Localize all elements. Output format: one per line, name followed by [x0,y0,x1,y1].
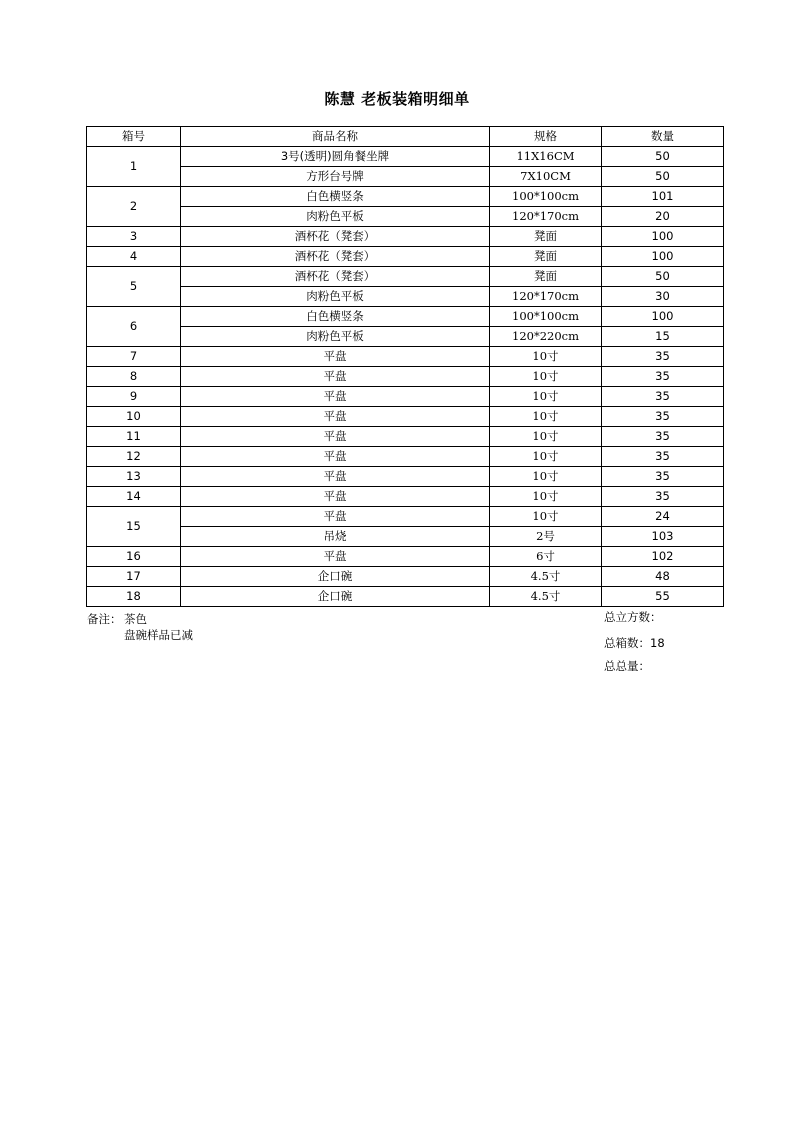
spec-cell: 120*170cm [490,207,602,227]
product-name-cell: 平盘 [181,447,490,467]
document-title: 陈慧 老板装箱明细单 [324,90,470,108]
header-box-number: 箱号 [87,127,181,147]
box-number-cell: 16 [87,547,181,567]
notes-label: 备注： [87,612,122,626]
product-name-cell: 肉粉色平板 [181,207,490,227]
table-row [87,287,724,307]
quantity-cell: 35 [602,367,724,387]
box-number-cell: 15 [87,507,181,547]
summary-total-weight [604,658,650,674]
box-number-cell: 9 [87,387,181,407]
table-row [87,487,724,507]
spec-cell: 10寸 [490,347,602,367]
spec-cell: 10寸 [490,367,602,387]
quantity-cell: 35 [602,387,724,407]
spec-cell: 10寸 [490,467,602,487]
box-number-cell: 17 [87,567,181,587]
quantity-cell: 100 [602,227,724,247]
total-boxes-label: 总箱数： [604,636,650,650]
spec-cell: 4.5寸 [490,587,602,607]
spec-cell: 10寸 [490,427,602,447]
box-number-cell: 18 [87,587,181,607]
spec-cell: 凳面 [490,227,602,247]
packing-list-table [86,126,724,607]
table-row [87,207,724,227]
product-name-cell: 吊烧 [181,527,490,547]
box-number-cell: 2 [87,187,181,227]
spec-cell: 10寸 [490,387,602,407]
product-name-cell: 肉粉色平板 [181,287,490,307]
total-volume-label: 总立方数： [604,610,662,624]
spec-cell: 120*220cm [490,327,602,347]
table-row [87,467,724,487]
spec-cell: 10寸 [490,487,602,507]
box-number-cell: 11 [87,427,181,447]
product-name-cell: 平盘 [181,407,490,427]
quantity-cell: 100 [602,247,724,267]
product-name-cell: 平盘 [181,507,490,527]
product-name-cell: 平盘 [181,467,490,487]
product-name-cell: 白色横竖条 [181,187,490,207]
table-row [87,367,724,387]
table-row [87,347,724,367]
total-weight-label: 总总量： [604,659,650,673]
table-row [87,227,724,247]
table-row [87,247,724,267]
table-row [87,387,724,407]
spec-cell: 10寸 [490,407,602,427]
product-name-cell: 平盘 [181,547,490,567]
box-number-cell: 10 [87,407,181,427]
box-number-cell: 7 [87,347,181,367]
quantity-cell: 50 [602,147,724,167]
product-name-cell: 企口碗 [181,567,490,587]
spec-cell: 凳面 [490,267,602,287]
table-row [87,167,724,187]
box-number-cell: 6 [87,307,181,347]
table-row [87,267,724,287]
quantity-cell: 55 [602,587,724,607]
product-name-cell: 平盘 [181,367,490,387]
spec-cell: 凳面 [490,247,602,267]
quantity-cell: 100 [602,307,724,327]
table-row [87,527,724,547]
table-row [87,147,724,167]
quantity-cell: 35 [602,467,724,487]
quantity-cell: 15 [602,327,724,347]
table-row [87,427,724,447]
spec-cell: 100*100cm [490,307,602,327]
box-number-cell: 3 [87,227,181,247]
product-name-cell: 酒杯花（凳套） [181,227,490,247]
quantity-cell: 35 [602,347,724,367]
quantity-cell: 103 [602,527,724,547]
spec-cell: 6寸 [490,547,602,567]
quantity-cell: 50 [602,267,724,287]
table-row [87,547,724,567]
box-number-cell: 14 [87,487,181,507]
spec-cell: 10寸 [490,447,602,467]
quantity-cell: 24 [602,507,724,527]
header-product-name: 商品名称 [181,127,490,147]
quantity-cell: 20 [602,207,724,227]
quantity-cell: 35 [602,487,724,507]
table-row [87,507,724,527]
header-quantity: 数量 [602,127,724,147]
table-row [87,447,724,467]
summary-total-volume [604,609,662,625]
box-number-cell: 12 [87,447,181,467]
spec-cell: 100*100cm [490,187,602,207]
quantity-cell: 35 [602,407,724,427]
product-name-cell: 企口碗 [181,587,490,607]
header-spec: 规格 [490,127,602,147]
product-name-cell: 酒杯花（凳套） [181,247,490,267]
table-row [87,407,724,427]
product-name-cell: 白色横竖条 [181,307,490,327]
spec-cell: 7X10CM [490,167,602,187]
table-row [87,567,724,587]
table-row [87,187,724,207]
table-row [87,587,724,607]
product-name-cell: 平盘 [181,487,490,507]
table-body [87,147,724,607]
quantity-cell: 102 [602,547,724,567]
box-number-cell: 4 [87,247,181,267]
spec-cell: 4.5寸 [490,567,602,587]
product-name-cell: 平盘 [181,427,490,447]
quantity-cell: 30 [602,287,724,307]
product-name-cell: 平盘 [181,347,490,367]
table-row [87,327,724,347]
product-name-cell: 方形台号牌 [181,167,490,187]
total-boxes-value: 18 [650,636,665,650]
quantity-cell: 50 [602,167,724,187]
table-header-row [87,127,724,147]
product-name-cell: 肉粉色平板 [181,327,490,347]
spec-cell: 10寸 [490,507,602,527]
product-name-cell: 平盘 [181,387,490,407]
box-number-cell: 13 [87,467,181,487]
summary-total-boxes [604,635,665,651]
table-row [87,307,724,327]
spec-cell: 11X16CM [490,147,602,167]
quantity-cell: 48 [602,567,724,587]
notes-line-1: 茶色 [124,612,147,626]
notes-line-2: 盘碗样品已减 [124,628,193,642]
product-name-cell: 3号(透明)圆角餐坐牌 [181,147,490,167]
quantity-cell: 35 [602,447,724,467]
box-number-cell: 8 [87,367,181,387]
quantity-cell: 101 [602,187,724,207]
spec-cell: 120*170cm [490,287,602,307]
spec-cell: 2号 [490,527,602,547]
box-number-cell: 1 [87,147,181,187]
product-name-cell: 酒杯花（凳套） [181,267,490,287]
quantity-cell: 35 [602,427,724,447]
box-number-cell: 5 [87,267,181,307]
